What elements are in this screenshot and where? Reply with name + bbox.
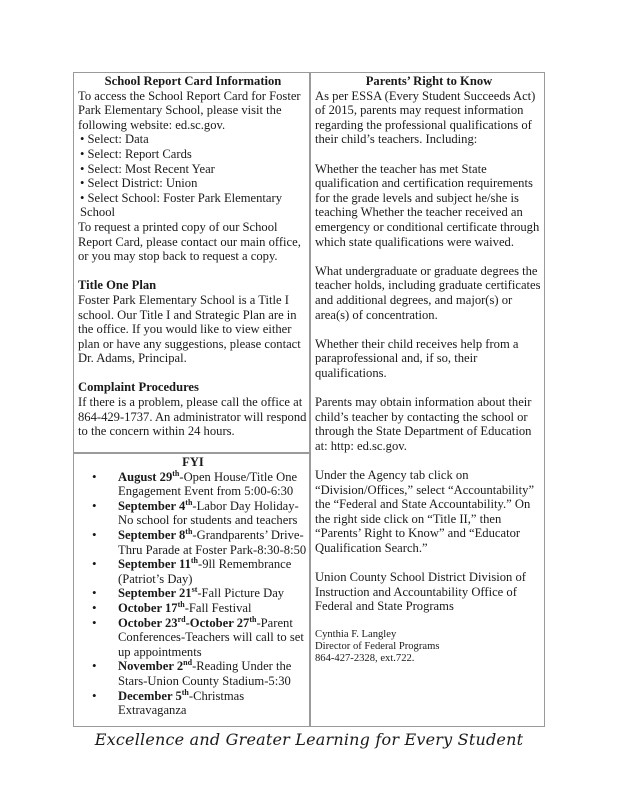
fyi-item: • October 23rd-October 27th-Parent Conferences-Teachers will call to set up appointments [78,616,308,660]
complaint-body: If there is a problem, please call the office at 864-429-1737. An administrator will respond to the concern within 24 hours. [78,395,307,439]
step-item: • Select School: Foster Park Elementary School [80,190,283,220]
rtk-paragraph: As per ESSA (Every Student Succeeds Act) of 2015, parents may request information regarding the professional qualifications of their child’s teachers. Including: [315,88,536,147]
contact-phone: 864-427-2328, ext.722. [315,653,415,665]
fyi-item: • September 4th-Labor Day Holiday-No school for students and teachers [78,499,308,528]
report-card-intro: To access the School Report Card for Foster Park Elementary School, please visit the following website: ed.sc.gov. [78,88,301,132]
fyi-item: • October 17th-Fall Festival [78,601,308,616]
fyi-item: • September 21st-Fall Picture Day [78,586,308,601]
rtk-paragraph: Whether their child receives help from a paraprofessional and, if so, their qualifications. [315,336,519,380]
title-one-heading: Title One Plan [78,278,157,293]
report-card-section [78,74,308,439]
contact-name: Cynthia F. Langley [315,628,397,640]
fyi-list [78,470,308,718]
step-item: • Select: Most Recent Year [80,161,215,176]
fyi-item: • December 5th-Christmas Extravaganza [78,689,308,718]
rtk-paragraph: What undergraduate or graduate degrees the teacher holds, including graduate certificates and additional degrees, and major(s) or area(s) of concentration. [315,263,541,322]
rtk-paragraph: Whether the teacher has met State qualification and certification requirements for the grade levels and subject he/she is teaching Whether the teacher received an emergency or conditional certificate through which state qualifications were waived. [315,161,540,249]
step-item: • Select: Data [80,132,149,147]
title-one-body: Foster Park Elementary School is a Title I school. Our Title I and Strategic Plan are in the office. If you would like to view either plan or have any suggestions, please contact Dr. Adams, Principal. [78,292,301,366]
rtk-paragraph: Under the Agency tab click on “Division/Offices,” select “Accountability” the “Federal and State Accountability.” On the right side click on “Title II,” then “Parents’ Right to Know” and “Educator Qualification Search.” [315,468,535,555]
fyi-heading: FYI [182,455,204,469]
fyi-item: • September 8th-Grandparents’ Drive-Thru Parade at Foster Park-8:30-8:50 [78,528,308,557]
fyi-section [78,455,308,718]
rtk-paragraph: Union County School District Division of Instruction and Accountability Office of Federal and State Programs [315,570,526,614]
printed-copy-text: To request a printed copy of our School Report Card, please contact our main office, or you may stop back to request a copy. [78,219,301,264]
fyi-item: • November 2nd-Reading Under the Stars-Union County Stadium-5:30 [78,659,308,688]
fyi-item: • August 29th-Open House/Title One Engagement Event from 5:00-6:30 [78,470,308,499]
fyi-item: • September 11th-9ll Remembrance (Patriot’s Day) [78,557,308,586]
footer-motto: Excellence and Greater Learning for Every Student [94,730,524,749]
report-card-heading: School Report Card Information [104,74,282,88]
column-divider [309,73,311,726]
step-item: • Select District: Union [80,176,198,191]
right-to-know-heading: Parents’ Right to Know [365,74,493,88]
complaint-heading: Complaint Procedures [78,380,199,395]
left-section-divider [74,452,309,454]
newsletter-table [73,72,545,727]
right-to-know-section [315,74,543,666]
contact-title: Director of Federal Programs [315,640,440,652]
step-item: • Select: Report Cards [80,146,192,161]
rtk-paragraph: Parents may obtain information about their child’s teacher by contacting the school or through the State Department of Education at: http: ed.sc.gov. [315,395,532,453]
